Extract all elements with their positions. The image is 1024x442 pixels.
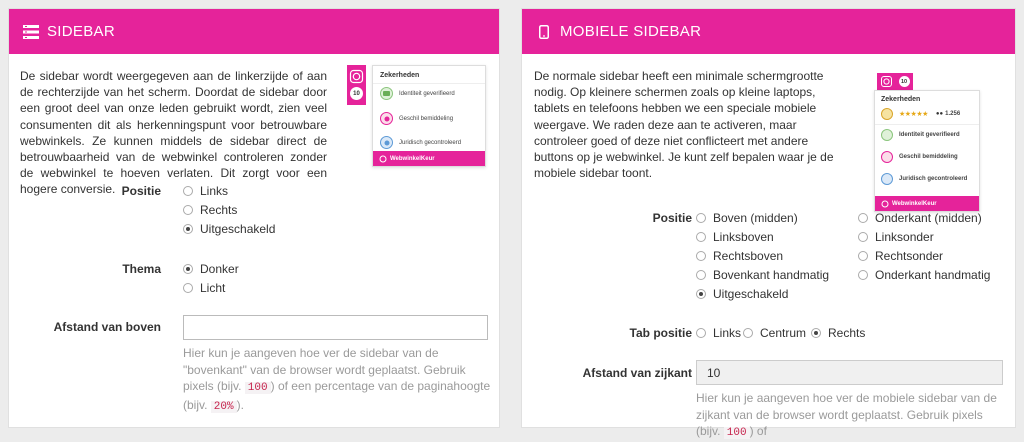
position-option-uitgeschakeld[interactable]: Uitgeschakeld bbox=[183, 222, 275, 236]
offset-top-input[interactable] bbox=[183, 315, 488, 340]
mobile-phone-icon bbox=[536, 24, 552, 40]
position-option-rechtsonder[interactable]: Rechtsonder bbox=[858, 249, 943, 263]
side-offset-input[interactable] bbox=[696, 360, 1003, 385]
webwinkelkeur-logo-icon bbox=[350, 70, 363, 83]
position-label: Positie bbox=[121, 184, 161, 198]
position-option-onderkant-handmatig[interactable]: Onderkant handmatig bbox=[858, 268, 990, 282]
radio-button[interactable] bbox=[183, 205, 193, 215]
preview-item: Identiteit geverifieerd bbox=[380, 87, 455, 100]
position-option-uitgeschakeld[interactable]: Uitgeschakeld bbox=[696, 287, 788, 301]
preview-score: 10 bbox=[350, 87, 363, 100]
preview-score: 10 bbox=[899, 76, 910, 87]
radio-button[interactable] bbox=[858, 270, 868, 280]
id-check-icon bbox=[881, 129, 893, 141]
mediation-icon bbox=[380, 112, 393, 125]
radio-button[interactable] bbox=[858, 251, 868, 261]
tab-position-option-rechts[interactable]: Rechts bbox=[811, 326, 865, 340]
rating-count: 1.256 bbox=[945, 111, 961, 117]
mediation-icon bbox=[881, 151, 893, 163]
preview-logo-tab bbox=[877, 73, 913, 90]
side-offset-label: Afstand van zijkant bbox=[582, 366, 692, 380]
sidebar-list-icon bbox=[23, 24, 39, 40]
tab-position-option-links[interactable]: Links bbox=[696, 326, 741, 340]
preview-item: Juridisch gecontroleerd bbox=[380, 136, 461, 149]
radio-button-selected[interactable] bbox=[183, 224, 193, 234]
position-option-bovenkant-handmatig[interactable]: Bovenkant handmatig bbox=[696, 268, 829, 282]
radio-button-selected[interactable] bbox=[811, 328, 821, 338]
sidebar-settings-panel bbox=[8, 8, 500, 428]
panel-header bbox=[522, 9, 1015, 54]
radio-button[interactable] bbox=[696, 213, 706, 223]
position-option-linksboven[interactable]: Linksboven bbox=[696, 230, 774, 244]
radio-button[interactable] bbox=[183, 283, 193, 293]
mobile-sidebar-settings-panel bbox=[521, 8, 1016, 439]
preview-item: Identiteit geverifieerd bbox=[881, 129, 960, 141]
award-icon bbox=[881, 108, 893, 120]
offset-label: Afstand van boven bbox=[53, 320, 161, 334]
preview-heading: Zekerheden bbox=[380, 72, 420, 79]
position-option-rechts[interactable]: Rechts bbox=[183, 203, 237, 217]
position-option-links[interactable]: Links bbox=[183, 184, 228, 198]
radio-button[interactable] bbox=[858, 232, 868, 242]
radio-button[interactable] bbox=[183, 186, 193, 196]
offset-help-text: Hier kun je aangeven hoe ver de sidebar van de "bovenkant" van de browser wordt geplaatst. Gebruik pixels (bijv. 100 ) of een percentage van de paginahoogte (bijv. 20% ). bbox=[183, 346, 491, 413]
preview-card bbox=[372, 65, 486, 167]
position-option-rechtsboven[interactable]: Rechtsboven bbox=[696, 249, 783, 263]
position-option-boven-midden[interactable]: Boven (midden) bbox=[696, 211, 798, 225]
tab-position-option-centrum[interactable]: Centrum bbox=[743, 326, 806, 340]
legal-check-icon bbox=[881, 173, 893, 185]
preview-item: Juridisch gecontroleerd bbox=[881, 173, 967, 185]
side-offset-help-text: Hier kun je aangeven hoe ver de mobiele sidebar van de zijkant van de browser wordt geplaatst. Gebruik pixels (bijv. 100 ) of bbox=[696, 391, 997, 439]
preview-footer: WebwinkelKeur bbox=[373, 151, 485, 166]
panel-header bbox=[9, 9, 499, 54]
radio-button[interactable] bbox=[743, 328, 753, 338]
preview-heading: Zekerheden bbox=[881, 96, 921, 103]
panel-description: De sidebar wordt weergegeven aan de linkerzijde of aan de rechterzijde van het scherm. Doordat de sidebar door een groot deel van onze leden gebruikt wordt, zien veel consumenten dit als herkenningspunt voor betrouwbare webwinkels. Ze kunnen middels de sidebar direct de betrouwbaarheid van de webwinkel controleren zonder de webwinkel te hoeven verlaten. Dit zorgt voor een hogere conversie. bbox=[20, 69, 327, 197]
webwinkelkeur-logo-icon bbox=[881, 76, 892, 87]
radio-button-selected[interactable] bbox=[696, 289, 706, 299]
radio-button[interactable] bbox=[696, 270, 706, 280]
position-option-linksonder[interactable]: Linksonder bbox=[858, 230, 934, 244]
legal-check-icon bbox=[380, 136, 393, 149]
id-check-icon bbox=[380, 87, 393, 100]
panel-title: SIDEBAR bbox=[47, 23, 115, 40]
position-option-onderkant-midden[interactable]: Onderkant (midden) bbox=[858, 211, 982, 225]
radio-button-selected[interactable] bbox=[183, 264, 193, 274]
theme-option-licht[interactable]: Licht bbox=[183, 281, 225, 295]
webwinkelkeur-logo-icon bbox=[881, 200, 889, 208]
preview-item: Geschil bemiddeling bbox=[881, 151, 958, 163]
panel-description: De normale sidebar heeft een minimale schermgrootte nodig. Op kleinere schermen zoals op kleine laptops, tablets en telefoons hebben we een speciale mobiele weergave. We raden deze aan te activeren, maar controleer goed of deze niet conflicteert met andere buttons op je webwinkel. Je kunt zelf bepalen waar je de mobiele sidebar toont. bbox=[534, 69, 834, 181]
position-label: Positie bbox=[652, 211, 692, 225]
tab-position-label: Tab positie bbox=[629, 326, 692, 340]
radio-button[interactable] bbox=[696, 328, 706, 338]
panel-title: MOBIELE SIDEBAR bbox=[560, 23, 702, 40]
star-rating-icon: ★★★★★ bbox=[899, 111, 928, 118]
preview-rating bbox=[881, 108, 975, 120]
radio-button[interactable] bbox=[696, 232, 706, 242]
preview-logo-tab bbox=[347, 65, 366, 105]
reviews-icon: ●● bbox=[935, 111, 944, 117]
radio-button[interactable] bbox=[696, 251, 706, 261]
preview-card bbox=[874, 90, 980, 212]
radio-button[interactable] bbox=[858, 213, 868, 223]
preview-item: Geschil bemiddeling bbox=[380, 112, 453, 125]
theme-label: Thema bbox=[122, 262, 161, 276]
preview-footer: WebwinkelKeur bbox=[875, 196, 979, 211]
theme-option-donker[interactable]: Donker bbox=[183, 262, 239, 276]
webwinkelkeur-logo-icon bbox=[379, 155, 387, 163]
